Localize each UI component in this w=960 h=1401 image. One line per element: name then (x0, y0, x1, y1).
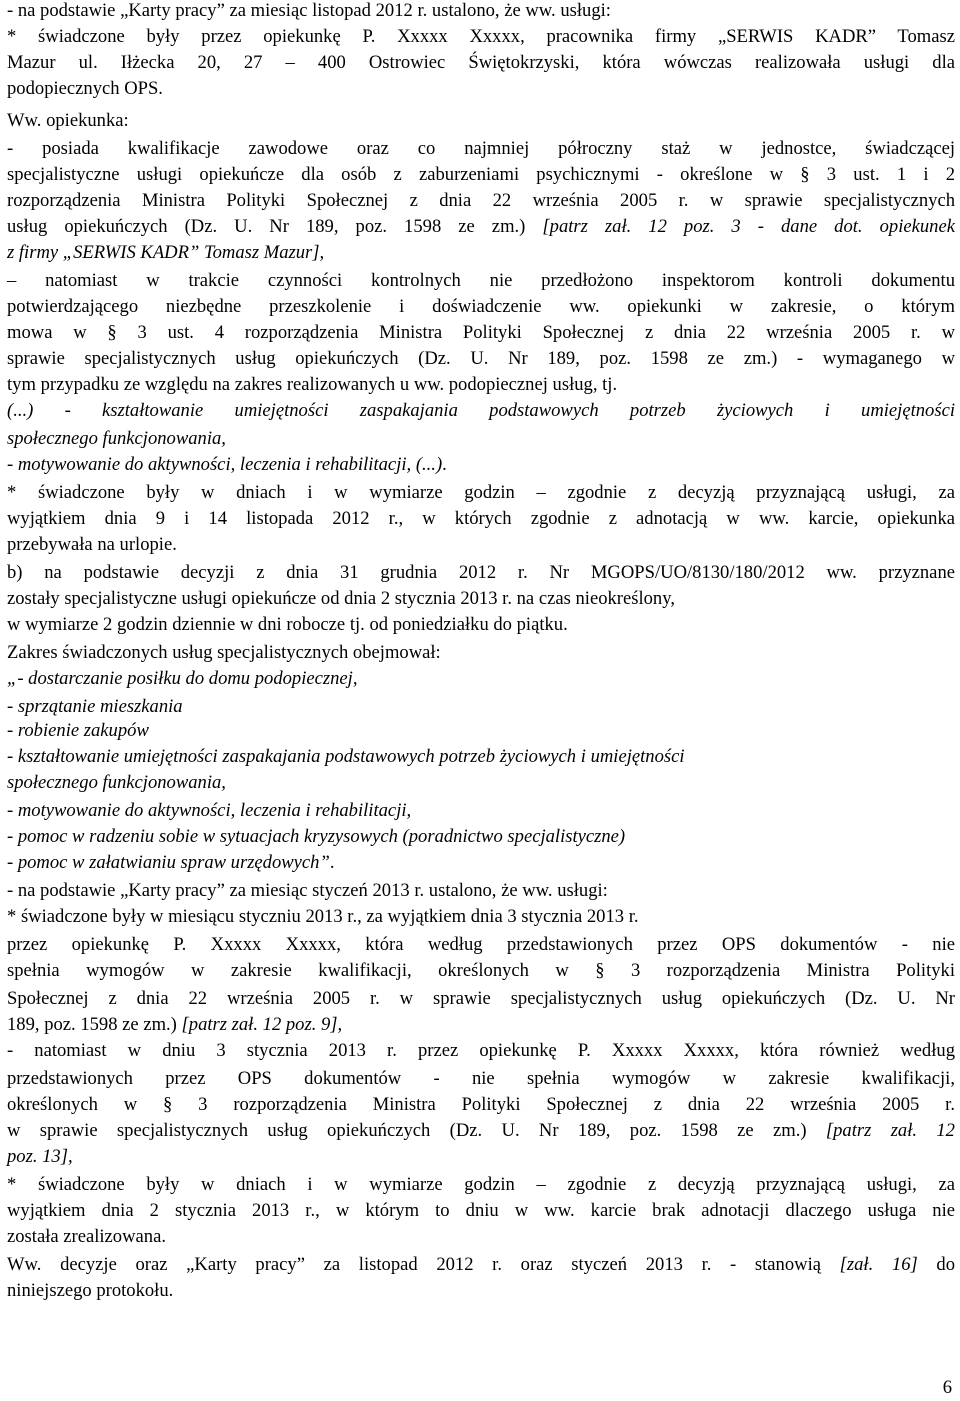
text-segment: tym przypadku ze względu na zakres realizowanych u ww. podopiecznej usług, tj. (7, 374, 618, 395)
italic-text: - motywowanie do aktywności, leczenia i rehabilitacji, (7, 800, 412, 821)
italic-text: [patrz zał. 12 poz. 3 - dane dot. opiekunek (542, 216, 955, 237)
text-line (7, 988, 955, 1010)
text-segment: określonych w § 3 rozporządzenia Ministra Polityki Społecznej z dnia 22 września 2005 r. (7, 1094, 955, 1115)
text-segment: podopiecznych OPS. (7, 78, 163, 99)
text-line (7, 934, 955, 956)
italic-text: - robienie zakupów (7, 720, 149, 741)
text-line (7, 1200, 955, 1222)
text-line (7, 588, 955, 610)
text-segment: - natomiast w dniu 3 stycznia 2013 r. przez opiekunkę P. Xxxxx Xxxxx, która również według (7, 1040, 955, 1061)
text-line (7, 906, 955, 928)
text-segment: sprawie specjalistycznych usług opiekuńczych (Dz. U. Nr 189, poz. 1598 ze zm.) - wymaganego w (7, 348, 955, 369)
text-line (7, 482, 955, 504)
page-number: 6 (942, 1377, 952, 1398)
text-line (7, 720, 955, 742)
text-segment: - na podstawie „Karty pracy” za miesiąc listopad 2012 r. ustalono, że ww. usługi: (7, 0, 611, 21)
text-line (7, 800, 955, 822)
text-line (7, 960, 955, 982)
italic-text: społecznego funkcjonowania, (7, 428, 226, 449)
text-segment: niniejszego protokołu. (7, 1280, 174, 1301)
text-line (7, 614, 955, 636)
text-line (7, 696, 955, 718)
text-segment: 189, poz. 1598 ze zm.) (7, 1014, 182, 1035)
text-line (7, 26, 955, 48)
text-segment: przez opiekunkę P. Xxxxx Xxxxx, która według przedstawionych przez OPS dokumentów - nie (7, 934, 955, 955)
text-line (7, 508, 955, 530)
text-segment: * świadczone były w miesiącu styczniu 2013 r., za wyjątkiem dnia 3 stycznia 2013 r. (7, 906, 639, 927)
text-line (7, 0, 955, 22)
text-segment: przedstawionych przez OPS dokumentów - nie spełnia wymogów w zakresie kwalifikacji, (7, 1068, 955, 1089)
text-segment: w sprawie specjalistycznych usług opiekuńczych (Dz. U. Nr 189, poz. 1598 ze zm.) (7, 1120, 826, 1141)
text-segment: . (442, 454, 447, 475)
text-line (7, 242, 955, 264)
text-segment: do (917, 1254, 955, 1275)
italic-text: - pomoc w radzeniu sobie w sytuacjach kryzysowych (poradnictwo specjalistyczne) (7, 826, 626, 847)
text-segment: Społecznej z dnia 22 września 2005 r. w sprawie specjalistycznych usług opiekuńczych (Dz. U. Nr (7, 988, 955, 1009)
text-line (7, 428, 955, 450)
text-line (7, 1226, 955, 1248)
text-line (7, 642, 955, 664)
text-line (7, 880, 955, 902)
text-segment: * świadczone były przez opiekunkę P. Xxxxx Xxxxx, pracownika firmy „SERWIS KADR” Tomasz (7, 26, 955, 47)
text-line (7, 190, 955, 212)
text-line (7, 270, 955, 292)
italic-text: [patrz zał. 12 poz. 9], (181, 1014, 343, 1035)
italic-text: - pomoc w załatwianiu spraw urzędowych” (7, 852, 330, 873)
text-line (7, 668, 955, 690)
italic-text: (...) - kształtowanie umiejętności zaspakajania podstawowych potrzeb życiowych i umiejętności (7, 400, 955, 421)
text-segment: zostały specjalistyczne usługi opiekuńcze od dnia 2 stycznia 2013 r. na czas nieokreślony, (7, 588, 675, 609)
text-line (7, 1174, 955, 1196)
text-line (7, 1146, 955, 1168)
text-line (7, 216, 955, 238)
text-line (7, 1280, 955, 1302)
text-line (7, 1068, 955, 1090)
text-line (7, 826, 955, 848)
text-segment: Zakres świadczonych usług specjalistycznych obejmował: (7, 642, 441, 663)
italic-text: „- dostarczanie posiłku do domu podopiecznej, (7, 668, 358, 689)
text-line (7, 1120, 955, 1142)
italic-text: - motywowanie do aktywności, leczenia i rehabilitacji, (...) (7, 454, 443, 475)
text-line (7, 1094, 955, 1116)
italic-text: [zał. 16] (839, 1254, 918, 1275)
text-line (7, 534, 955, 556)
italic-text: [patrz zał. 12 (825, 1120, 955, 1141)
text-line (7, 296, 955, 318)
text-segment: Mazur ul. Iłżecka 20, 27 – 400 Ostrowiec Świętokrzyski, która wówczas realizowała usługi dla (7, 52, 955, 73)
text-segment: - na podstawie „Karty pracy” za miesiąc styczeń 2013 r. ustalono, że ww. usługi: (7, 880, 608, 901)
text-segment: Ww. opiekunka: (7, 110, 129, 131)
text-line (7, 1254, 955, 1276)
text-segment: spełnia wymogów w zakresie kwalifikacji, określonych w § 3 rozporządzenia Ministra Polityki (7, 960, 955, 981)
text-segment: - posiada kwalifikacje zawodowe oraz co najmniej półroczny staż w jednostce, świadczącej (7, 138, 955, 159)
text-line (7, 138, 955, 160)
text-segment: * świadczone były w dniach i w wymiarze godzin – zgodnie z decyzją przyznającą usługi, za (7, 482, 955, 503)
text-segment: rozporządzenia Ministra Polityki Społecznej z dnia 22 września 2005 r. w sprawie specjalistycznych (7, 190, 955, 211)
text-segment: przebywała na urlopie. (7, 534, 177, 555)
text-segment: Ww. decyzje oraz „Karty pracy” za listopad 2012 r. oraz styczeń 2013 r. - stanowią (7, 1254, 840, 1275)
italic-text: z firmy „SERWIS KADR” Tomasz Mazur], (7, 242, 325, 263)
text-line (7, 400, 955, 422)
text-line (7, 772, 955, 794)
text-line (7, 1014, 955, 1036)
text-line (7, 348, 955, 370)
italic-text: - sprzątanie mieszkania (7, 696, 183, 717)
text-segment: wyjątkiem dnia 2 stycznia 2013 r., w którym to dniu w ww. karcie brak adnotacji dlaczego usługa nie (7, 1200, 955, 1221)
text-line (7, 454, 955, 476)
text-segment: w wymiarze 2 godzin dziennie w dni robocze tj. od poniedziałku do piątku. (7, 614, 568, 635)
italic-text: poz. 13], (7, 1146, 73, 1167)
text-segment: usług opiekuńczych (Dz. U. Nr 189, poz. 1598 ze zm.) (7, 216, 543, 237)
text-segment: potwierdzającego niezbędne przeszkolenie i doświadczenie ww. opiekunki w zakresie, o którym (7, 296, 955, 317)
text-segment: – natomiast w trakcie czynności kontrolnych nie przedłożono inspektorom kontroli dokumentu (7, 270, 955, 291)
text-segment: została zrealizowana. (7, 1226, 166, 1247)
text-line (7, 322, 955, 344)
text-line (7, 562, 955, 584)
text-line (7, 164, 955, 186)
text-line (7, 78, 955, 100)
text-line (7, 110, 955, 132)
text-line (7, 52, 955, 74)
text-segment: . (329, 852, 335, 873)
text-line (7, 374, 955, 396)
text-segment: b) na podstawie decyzji z dnia 31 grudnia 2012 r. Nr MGOPS/UO/8130/180/2012 ww. przyznane (7, 562, 955, 583)
text-line (7, 746, 955, 768)
italic-text: - kształtowanie umiejętności zaspakajania podstawowych potrzeb życiowych i umiejętności (7, 746, 685, 767)
text-segment: mowa w § 3 ust. 4 rozporządzenia Ministra Polityki Społecznej z dnia 22 września 2005 r. w (7, 322, 955, 343)
text-segment: wyjątkiem dnia 9 i 14 listopada 2012 r., w których zgodnie z adnotacją w ww. karcie, opiekunka (7, 508, 955, 529)
italic-text: społecznego funkcjonowania, (7, 772, 226, 793)
text-line (7, 1040, 955, 1062)
text-segment: specjalistyczne usługi opiekuńcze dla osób z zaburzeniami psychicznymi - określone w § 3 ust. 1 i 2 (7, 164, 955, 185)
text-segment: * świadczone były w dniach i w wymiarze godzin – zgodnie z decyzją przyznającą usługi, za (7, 1174, 955, 1195)
text-line (7, 852, 955, 874)
